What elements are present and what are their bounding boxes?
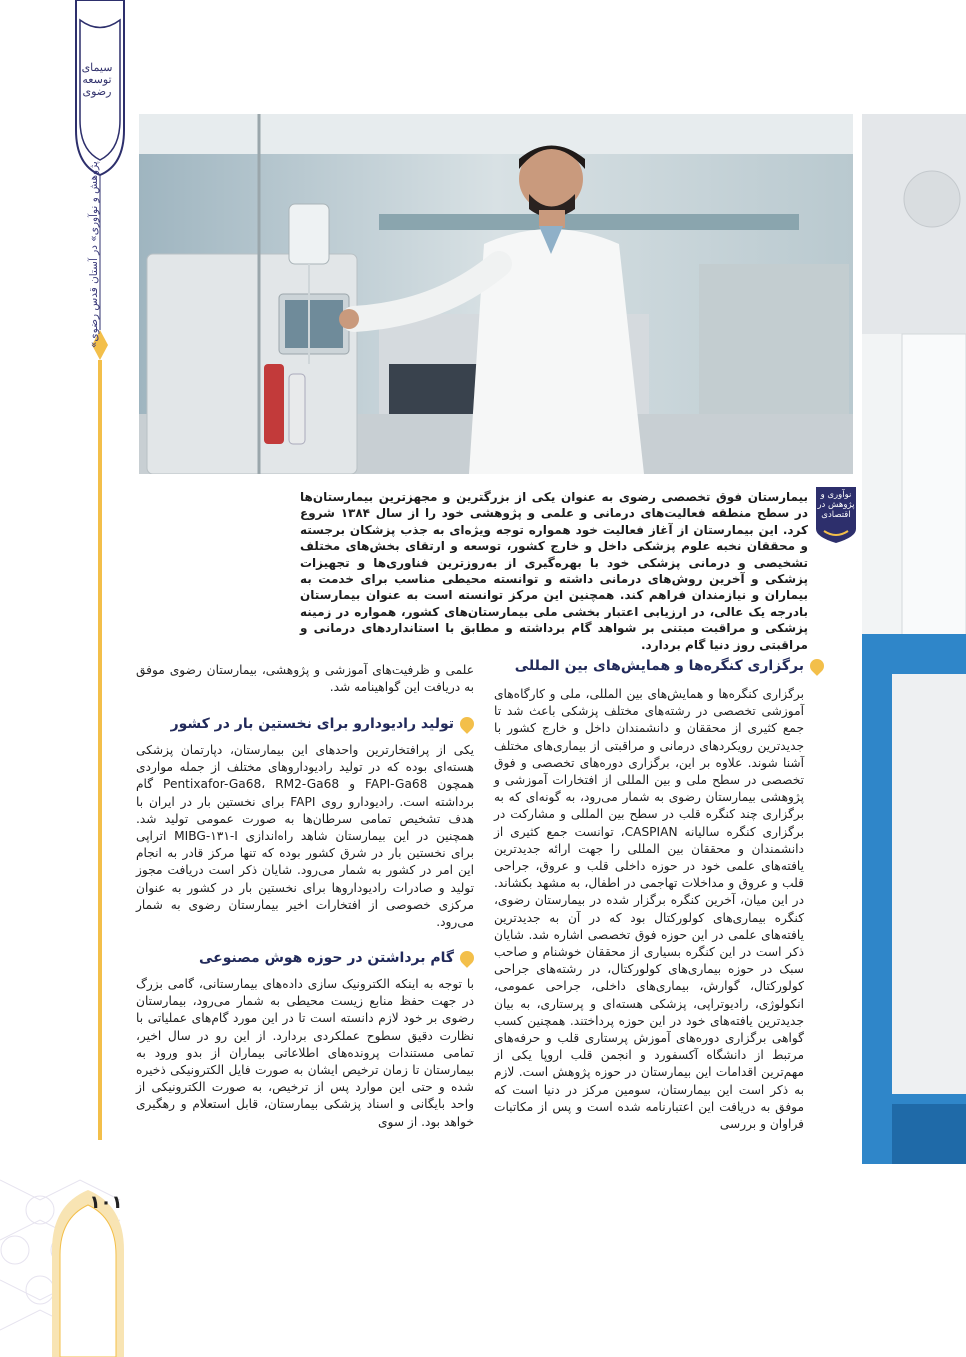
magazine-logo: سیمای توسعه رضوی — [81, 61, 113, 98]
heading-bullet-icon — [457, 714, 477, 734]
side-photo-hospital-room — [862, 114, 966, 1164]
congresses-paragraph: برگزاری کنگره‌ها و همایش‌های بین المللی، ملی و کارگاه‌های آموزشی تخصصی در رشته‌های مختلف پزشکی باعث شد تا جمع کثیری از محققان و دانشمندان داخل و خارج کشور با جدیدترین رویکردهای درمانی و مراقبتی از بیماری‌های مختلف آشنا شوند. علاوه بر این، برگزاری دوره‌های تخصصی و فوق تخصصی در سطح ملی و بین المللی از افتخارات آموزشی و پژوهشی بیمارستان رضوی به شمار می‌رود، به گونه‌ای که به برگزاری چند کنگره قلب در سطح بین المللی و مشارکت در برگزاری کنگره سالیانه CASPIAN، توانست جمع کثیری از دانشمندان و محققان بین المللی را جهت ارائه جدیدترین یافته‌های علمی خود در حوزه داخلی قلب و عروق، جراحی قلب و عروق و مداخلات تهاجمی در اطفال، به مشهد بکشاند. در این میان، آخرین کنگره برگزار شده در بیمارستان رضوی، کنگره بیماری‌های کولورکتال بود که در آن به جدیدترین یافته‌های علمی در این حوزه فوق تخصصی اشاره شد. شایان ذکر است در این کنگره بسیاری از محققان خوشنام و صاحب سبک در حوزه بیماری‌های کولورکتال، در رشته‌های جراحی کولورکتال، گوارش، بیماری‌های داخلی، جراحی عمومی، انکولوژی، رادیوتراپی، پزشکی هسته‌ای و پرستاری، به بیان جدیدترین یافته‌های خود در این حوزه پرداختند. همچنین کسب گواهی برگزاری دوره‌های آموزش پرستاری قلب و حرفه‌های مرتبط از دانشگاه آکسفورد و انجمن قلب اروپا یکی از مهم‌ترین اقدامات این بیمارستان در حوزه پژوهش است. لازم به ذکر است این بیمارستان، سومین مرکز در دنیا است که موفق به دریافت این اعتبارنامه شده است و پس از مکاتبات فراوان و بررسی — [494, 687, 804, 1132]
heading-bullet-icon — [457, 948, 477, 968]
section-heading-radiopharmaceutical: تولید رادیودارو برای نخستین بار در کشور — [136, 716, 474, 732]
ai-paragraph: با توجه به اینکه الکترونیک سازی داده‌های بیمارستانی، گامی بزرگ در جهت حفظ منابع زیست محیطی به شمار می‌رود، بیمارستان رضوی بر خود لازم دانسته است تا در این مورد گام‌های عملیاتی با نظارت دقیق سطوح عملکردی بردارد. از این رو در سال اخیر، تمامی مستندات پرونده‌های اطلاعاتی بیماران از بدو ورود به بیمارستان تا زمان ترخیص ایشان به صورت فایل الکترونیکی ذخیره شده و حتی این موارد پس از ترخیص، به صورت الکترونیکی از واحد بایگانی و اسناد پزشکی بیمارستان، قابل استعلام و رهگیری خواهد بود. از سوی — [136, 977, 474, 1129]
radiopharmaceutical-paragraph: یکی از پرافتخارترین واحدهای این بیمارستان، دپارتمان پزشکی هسته‌ای بوده که در تولید رادیوداروهای مختلف از جمله مواردی همچون FAPI-Ga68 و Pentixafor-Ga68، RM2-Ga68 گام برداشته است. رادیودارو روی FAPI برای نخستین بار در ایران با هدف تشخیص تمامی سرطان‌ها به صورت عمومی تولید شد. همچنین در این بیمارستان شاهد راه‌اندازی MIBG-۱۳۱-I اتراپی برای نخستین بار در شرق کشور بوده که تنها مرکز قادر به انجام این امر در کشور به شمار می‌رود. شایان ذکر است دریافت مجوز تولید و صادرات رادیوداروها برای نخستین بار در کشور به عنوان مرکزی خصوصی از افتخارات اخیر بیمارستان رضوی به شمار می‌رود. — [136, 743, 474, 930]
section-heading-ai: گام برداشتن در حوزه هوش مصنوعی — [136, 950, 474, 966]
vertical-section-caption: «پژوهش و نوآوری» در آستان قدس رضوی — [88, 161, 100, 349]
side-photo-illustration — [862, 114, 966, 1164]
category-badge-label: نوآوری و پژوهش در اقتصادی — [817, 490, 855, 520]
heading-bullet-icon — [807, 656, 827, 676]
section-heading-congresses: برگزاری کنگره‌ها و همایش‌های بین المللی — [486, 658, 824, 674]
photo-illustration — [139, 114, 853, 474]
main-photo-doctor-dialysis — [139, 114, 853, 474]
page-number: ۱۰۱ — [89, 1192, 123, 1213]
intro-paragraph: بیمارستان فوق تخصصی رضوی به عنوان یکی از بزرگترین و مجهزترین بیمارستان‌ها در سطح منطقه فعالیت‌های درمانی و علمی و پژوهشی خود را از سال ۱۳۸۴ شروع کرد. این بیمارستان از آغاز فعالیت خود همواره توجه ویژه‌ای به جذب پزشکان برجسته و محققان نخبه علوم پزشکی داخل و خارج کشور، توسعه و ارتقای بخش‌های مختلف تشخیصی و درمانی پزشکی خود با بهره‌گیری از به‌روزترین فناوری‌ها و تجهیزات پزشکی و آخرین روش‌های درمانی داشته و توانسته محیطی مناسب برای خدمت به بیماران و نیازمندان فراهم کند. همچنین این مرکز توانسته است به عنوان بیمارستان بادرجه یک عالی، در ارزیابی اعتبار بخشی ملی بیمارستان‌های کشور، همواره در زمینه پزشکی و مراقبت مبتنی بر شواهد گام برداشته و مطابق با استانداردهای درمانی و مراقبتی روز دنیا گام بردارد. — [300, 490, 808, 652]
certificate-paragraph-end: علمی و ظرفیت‌های آموزشی و پژوهشی، بیمارستان رضوی موفق به دریافت این گواهینامه شد. — [136, 663, 474, 695]
